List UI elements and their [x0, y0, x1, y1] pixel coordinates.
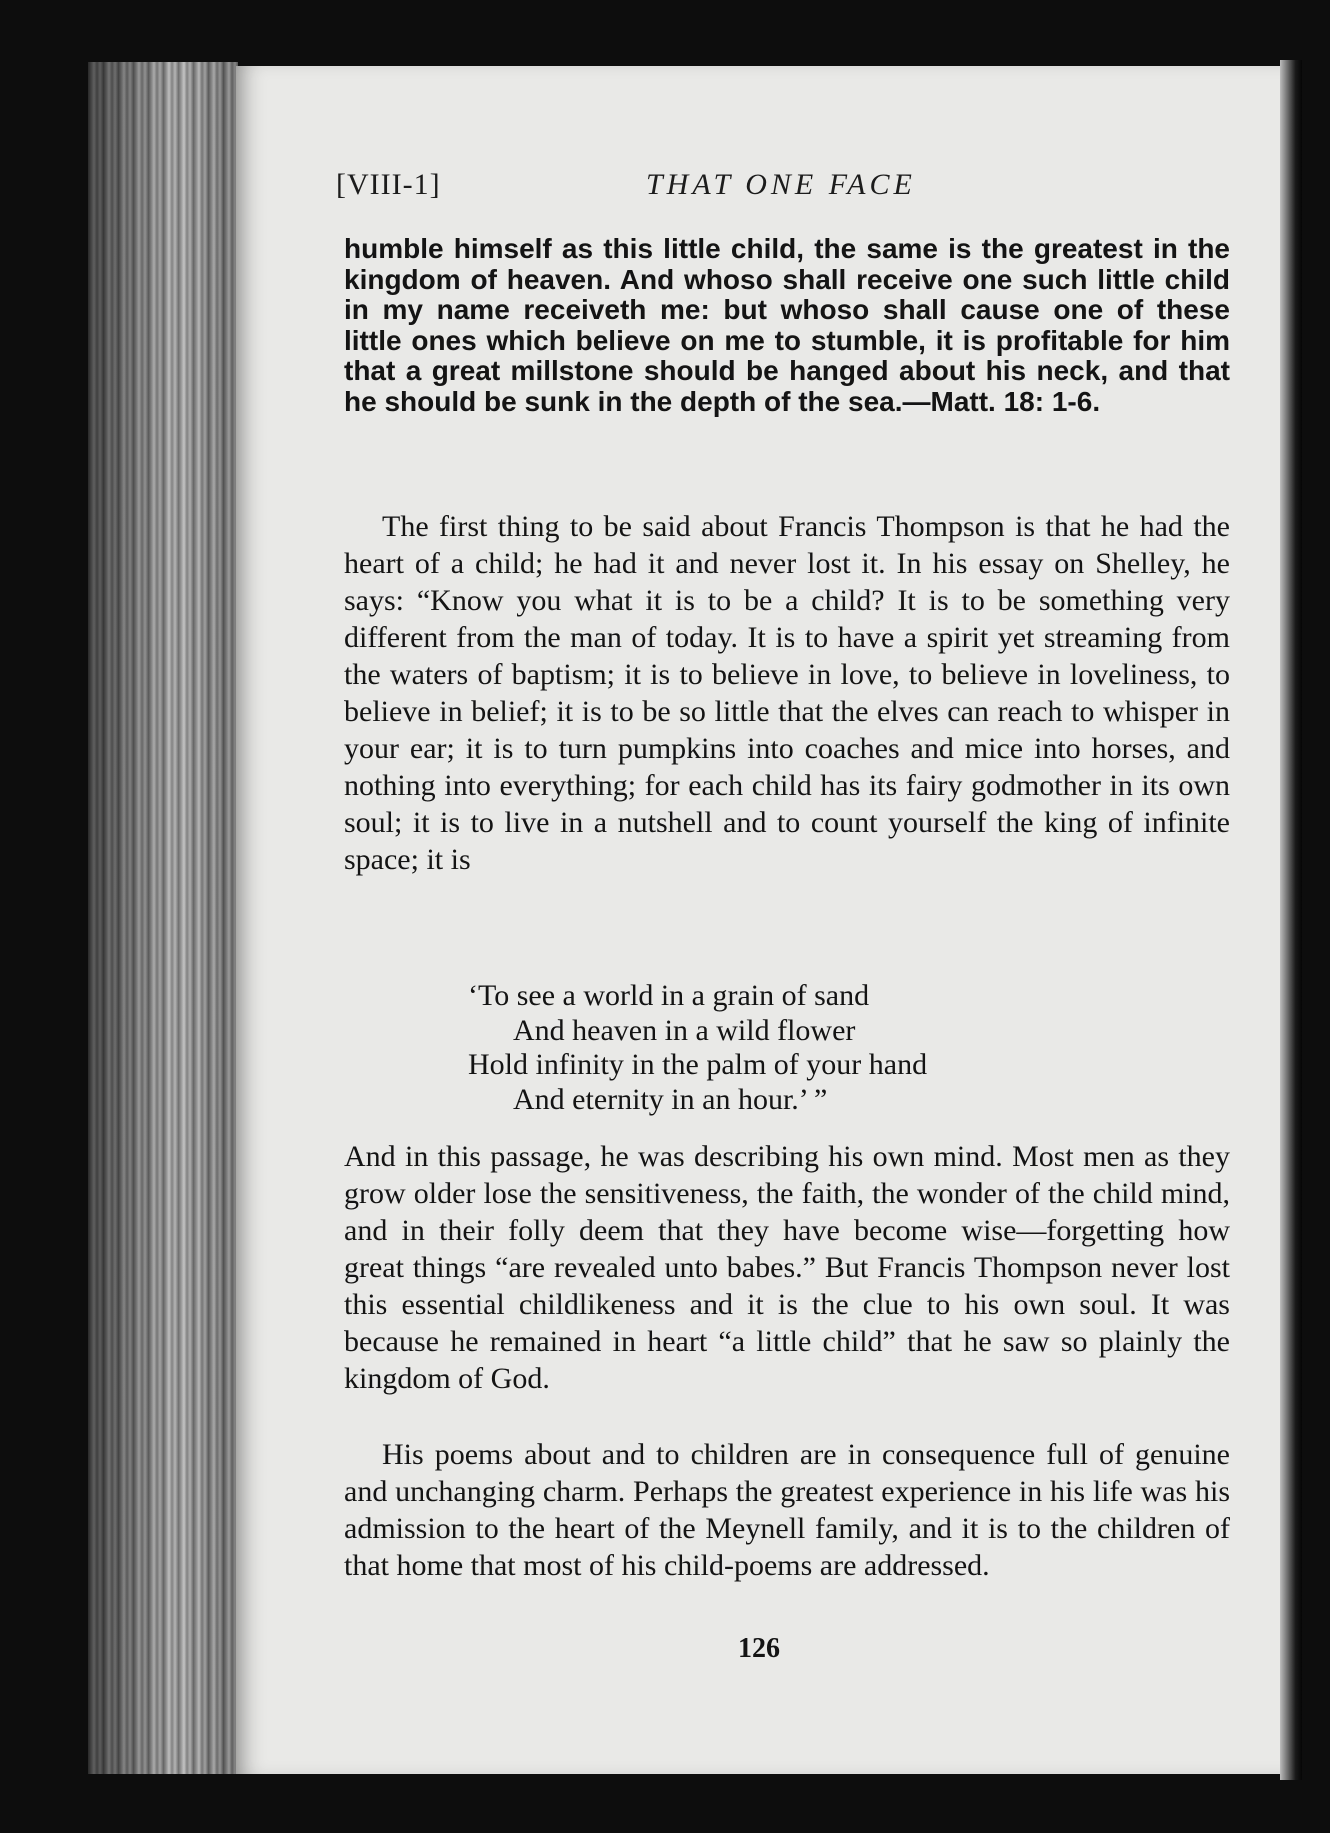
section-marker: [VIII-1]: [336, 168, 441, 201]
gutter-shadow: [1280, 60, 1302, 1780]
verse-line-1: ‘To see a world in a grain of sand: [468, 979, 870, 1012]
scripture-passage: humble himself as this little child, the same is the greatest in the kingdom of heaven. And whoso shall receive one such little child in my name receiveth me: but whoso shall cause one of these little ones which believe on me to stumble, it is profitable for him that a great millstone should be hanged about his neck, and that he should be sunk in the depth of the sea.—Matt. 18: 1-6.: [344, 233, 1230, 417]
running-head: [336, 168, 1216, 218]
page-number: 126: [738, 1633, 780, 1664]
verse-quote: [468, 979, 1088, 1117]
verse-line-3: Hold infinity in the palm of your hand: [468, 1048, 928, 1081]
page-edges: [88, 62, 238, 1774]
paragraph-1: The first thing to be said about Francis Thompson is that he had the heart of a child; he had it and never lost it. In his essay on Shelley, he says: “Know you what it is to be a child? It is to be something very different from the man of today. It is to have a spirit yet streaming from the waters of baptism; it is to believe in love, to believe in loveliness, to believe in belief; it is to be so little that the elves can reach to whisper in your ear; it is to turn pumpkins into coaches and mice into horses, and nothing into everything; for each child has its fairy godmother in its own soul; it is to live in a nutshell and to count yourself the king of infinite space; it is: [344, 510, 1230, 876]
paragraph-3: His poems about and to children are in consequence full of genuine and unchanging charm. Perhaps the greatest experience in his life was his admission to the heart of the Meynell family, and it is to the children of that home that most of his child-poems are addressed.: [344, 1438, 1230, 1582]
verse-line-2: And heaven in a wild flower: [513, 1013, 856, 1047]
running-title: THAT ONE FACE: [646, 168, 916, 201]
verse-line-4: And eternity in an hour.’ ”: [513, 1082, 828, 1116]
paragraph-2: And in this passage, he was describing his own mind. Most men as they grow older lose the sensitiveness, the faith, the wonder of the child mind, and in their folly deem that they have become wise—forgetting how great things “are revealed unto babes.” But Francis Thompson never lost this essential childlikeness and it is the clue to his own soul. It was because he remained in heart “a little child” that he saw so plainly the kingdom of God.: [344, 1140, 1230, 1395]
